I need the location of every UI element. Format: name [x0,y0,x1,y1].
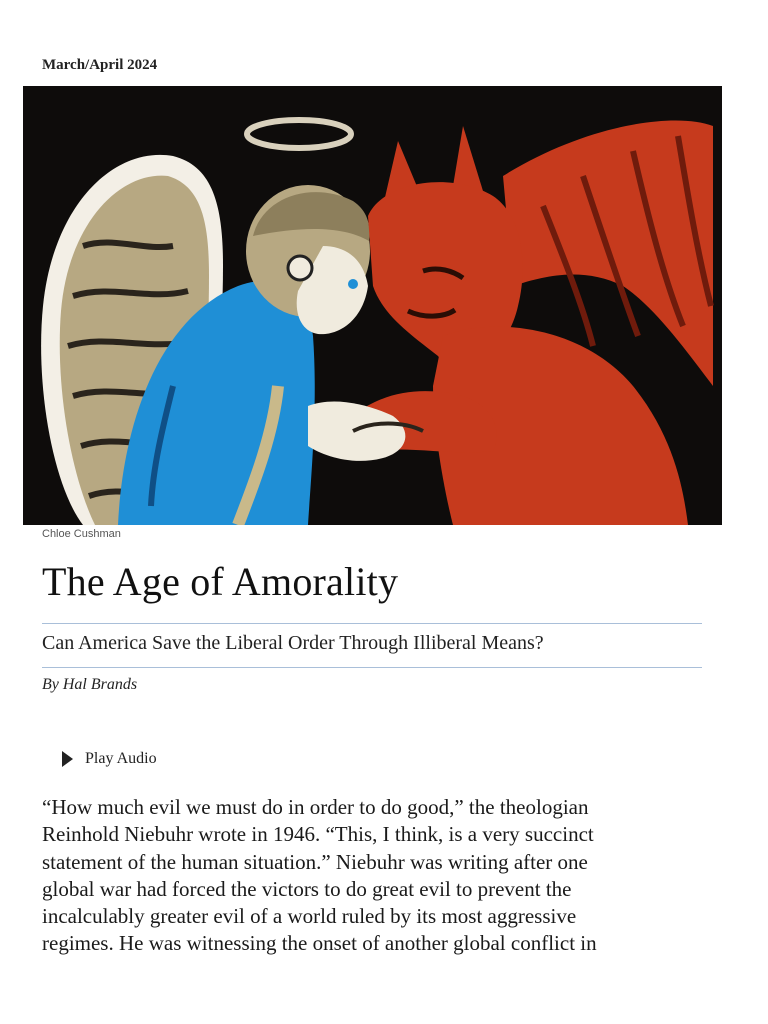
article-subtitle: Can America Save the Liberal Order Through Illiberal Means? [42,632,544,654]
body-line: “How much evil we must do in order to do good,” the theologian [42,795,589,819]
title-divider [42,623,702,624]
article-body-paragraph [42,794,702,958]
issue-date: March/April 2024 [42,57,158,73]
play-audio-button[interactable] [62,750,157,768]
body-line: incalculably greater evil of a world ruled by its most aggressive [42,904,577,929]
body-line: statement of the human situation.” Niebuhr was writing after one [42,849,588,874]
photo-credit: Chloe Cushman [42,528,121,540]
body-line: regimes. He was witnessing the onset of another global conflict in [42,931,597,956]
body-line: Reinhold Niebuhr wrote in 1946. “This, I think, is a very succinct [42,822,594,847]
angel-devil-illustration [23,86,722,525]
play-audio-label[interactable]: Play Audio [85,750,157,767]
subtitle-divider [42,667,702,668]
article-byline[interactable]: By Hal Brands [42,676,138,693]
body-line: global war had forced the victors to do great evil to prevent the [42,876,572,901]
play-icon[interactable] [62,751,73,767]
article-title: The Age of Amorality [42,559,399,604]
hero-illustration [23,86,722,525]
